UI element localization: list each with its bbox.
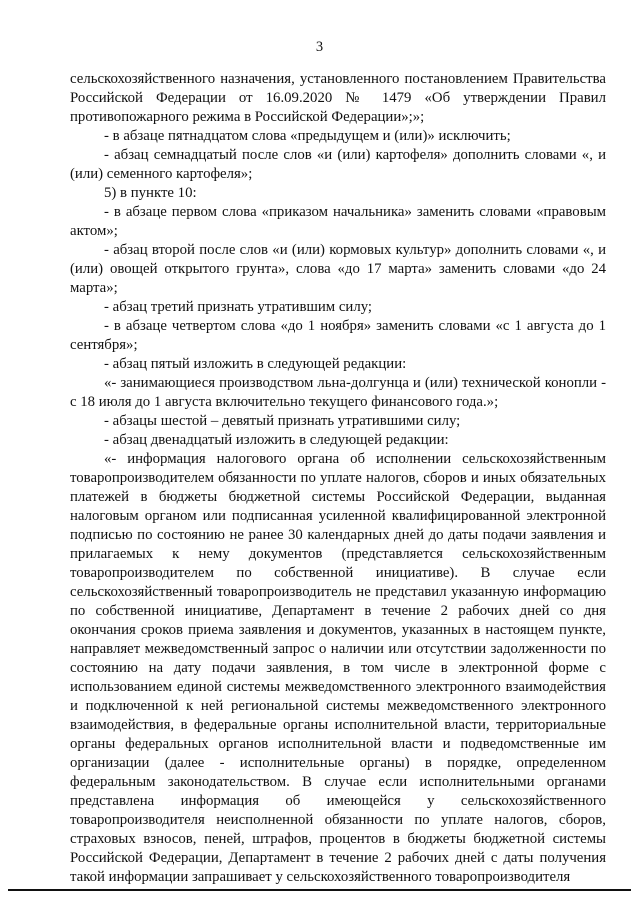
- footer-rule: [8, 889, 631, 891]
- paragraph: «- информация налогового органа об исполнении сельскохозяйственным товаропроизводителем обязанности по уплате налогов, сборов и иных обязательных платежей в бюджеты бюджетной системы Российской Федерации, выданная налоговым органом или подписанная усиленной квалифицированной электронной подписью по состоянию не ранее 30 календарных дней до даты подачи заявления и прилагаемых к нему документов (представляется сельскохозяйственным товаропроизводителем по собственной инициативе). В случае если сельскохозяйственный товаропроизводитель не представил указанную информацию по собственной инициативе, Департамент в течение 2 рабочих дней со дня окончания сроков приема заявления и документов, указанных в настоящем пункте, направляет межведомственный запрос о наличии или отсутствии задолженности по состоянию на дату подачи заявления, в том числе в электронной форме с использованием единой системы межведомственного электронного взаимодействия и подключенной к ней региональной системы межведомственного электронного взаимодействия, в федеральные органы исполнительной власти, территориальные органы федеральных органов исполнительной власти и подведомственные им организации (далее - исполнительные органы) в порядке, определенном федеральным законодательством. В случае если исполнительными органами представлена информация об имеющейся у сельскохозяйственного товаропроизводителя неисполненной обязанности по уплате налогов, сборов, страховых взносов, пеней, штрафов, процентов в бюджеты бюджетной системы Российской Федерации, Департамент в течение 2 рабочих дней с даты получения такой информации запрашивает у сельскохозяйственного товаропроизводителя: [70, 451, 606, 885]
- paragraph: - абзац второй после слов «и (или) кормовых культур» дополнить словами «, и (или) овощей открытого грунта», слова «до 17 марта» заменить словами «до 24 марта»;: [70, 242, 606, 296]
- paragraph: - в абзаце пятнадцатом слова «предыдущем и (или)» исключить;: [104, 128, 511, 144]
- paragraph: - абзац третий признать утратившим силу;: [104, 299, 373, 315]
- paragraph: 5) в пункте 10:: [104, 185, 197, 201]
- paragraph: - в абзаце первом слова «приказом начальника» заменить словами «правовым актом»;: [70, 204, 606, 239]
- paragraph: сельскохозяйственного назначения, установленного постановлением Правительства Российской Федерации от 16.09.2020 № 1479 «Об утверждении Правил противопожарного режима в Российской Федерации»;»;: [70, 71, 606, 125]
- paragraph: - абзацы шестой – девятый признать утратившими силу;: [104, 413, 461, 429]
- paragraph: - абзац пятый изложить в следующей редакции:: [104, 356, 407, 372]
- paragraph: - абзац семнадцатый после слов «и (или) картофеля» дополнить словами «, и (или) семенного картофеля»;: [70, 147, 606, 182]
- paragraph: - абзац двенадцатый изложить в следующей редакции:: [104, 432, 449, 448]
- paragraph: - в абзаце четвертом слова «до 1 ноября» заменить словами «с 1 августа до 1 сентября»;: [70, 318, 606, 353]
- page-number: 3: [315, 39, 324, 55]
- document-body: [70, 70, 606, 887]
- paragraph: «- занимающиеся производством льна-долгунца и (или) технической конопли - с 18 июля до 1 августа включительно текущего финансового года.»;: [70, 375, 606, 410]
